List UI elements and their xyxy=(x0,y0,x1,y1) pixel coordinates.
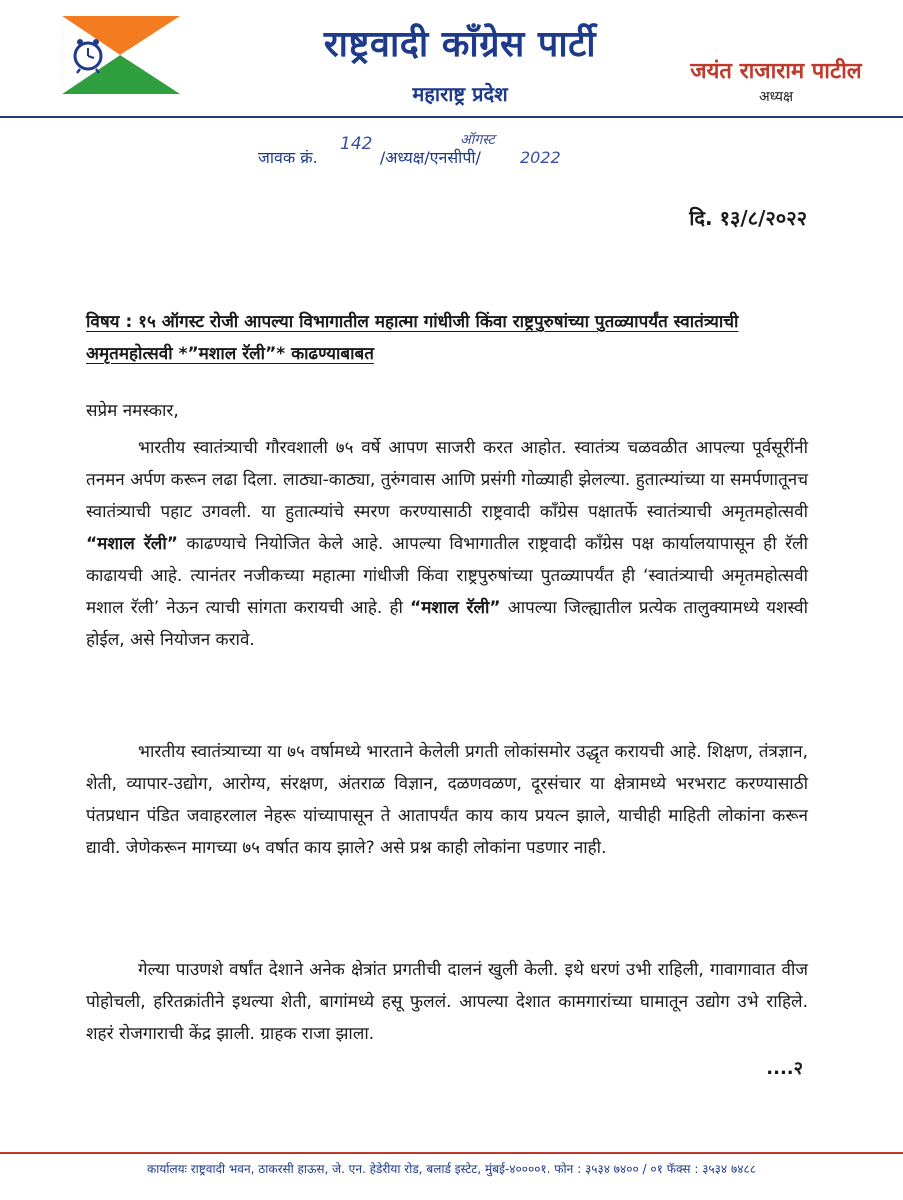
paragraph-1-text-e: आपल्या जिल्ह्यातील प्रत्येक तालुक्यामध्ये यशस्वी होईल, असे नियोजन करावे. xyxy=(86,598,808,650)
reference-month: ऑगस्ट xyxy=(460,132,495,148)
party-name: राष्ट्रवादी काँग्रेस पार्टी xyxy=(323,24,597,65)
paragraph-2: भारतीय स्वातंत्र्याच्या या ७५ वर्षामध्ये भारताने केलेली प्रगती लोकांसमोर उद्धृत करायची आहे. शिक्षण, तंत्रज्ञान, शेती, व्यापार-उद्योग, आरोग्य, संरक्षण, अंतराळ विज्ञान, दळणवळण, दूरसंचार या क्षेत्रामध्ये भरभराट करण्यासाठी पंतप्रधान पंडित जवाहरलाल नेहरू यांच्यापासून ते आतापर्यंत काय काय प्रयत्न झाले, याचीही माहिती लोकांना करून द्यावी. जेणेकरून मागच्या ७५ वर्षात काय झाले? असे प्रश्न काही लोकांना पडणार नाही. xyxy=(86,742,808,858)
salutation: सप्रेम नमस्कार, xyxy=(86,401,179,421)
reference-middle: /अध्यक्ष/एनसीपी/ xyxy=(379,148,481,167)
paragraph-3: गेल्या पाउणशे वर्षांत देशाने अनेक क्षेत्रांत प्रगतीची दालनं खुली केली. इथे धरणं उभी राहिली, गावागावात वीज पोहोचली, हरितक्रांतीने इथल्या शेती, बागांमध्ये हसू फुललं. आपल्या देशात कामगारांच्या घामातून उद्योग उभे राहिले. शहरं रोजगाराची केंद्र झाली. ग्राहक राजा झाला. xyxy=(86,960,808,1044)
paragraph-1-emphasis-2: “मशाल रॅली” xyxy=(410,598,501,618)
letter-date: दि. १३/८/२०२२ xyxy=(689,206,807,230)
paragraph-1 xyxy=(86,432,808,656)
page-continue-marker: ....२ xyxy=(766,1058,803,1079)
reference-label: जावक क्रं. xyxy=(258,148,318,167)
president-name: जयंत राजाराम पाटील xyxy=(690,59,862,84)
region-name: महाराष्ट्र प्रदेश xyxy=(412,82,508,106)
paragraph-1-emphasis-1: “मशाल रॅली” xyxy=(86,534,178,554)
president-title: अध्यक्ष xyxy=(758,89,794,105)
subject-line: विषय : १५ ऑगस्ट रोजी आपल्या विभागातील महात्मा गांधीजी किंवा राष्ट्रपुरुषांच्या पुतळ्यापर्यंत स्वातंत्र्याची अमृतमहोत्सवी *”मशाल रॅली”* काढण्याबाबत xyxy=(86,312,739,364)
footer-address: कार्यालयः राष्ट्रवादी भवन, ठाकरसी हाऊस, जे. एन. हेडेरीया रोड, बलार्ड इस्टेट, मुंबई-४००००१. फोन : ३५३४ ७४०० / ०१ फॅक्स : ३५३४ ७४८८ xyxy=(147,1162,756,1176)
footer-divider xyxy=(0,1152,903,1154)
reference-number: 142 xyxy=(340,134,373,154)
paragraph-1-text-c: काढण्याचे नियोजित केले आहे. आपल्या विभागातील राष्ट्रवादी काँग्रेस पक्ष कार्यालयापासून ही रॅली काढायची आहे. त्यानंतर नजीकच्या महात्मा गांधीजी किंवा राष्ट्रपुरुषांच्या पुतळ्यापर्यंत ही ‘स्वातंत्र्याची अमृतमहोत्सवी मशाल रॅली’ नेऊन त्याची सांगता करायची आहे. ही xyxy=(86,534,808,618)
paragraph-1-text-a: भारतीय स्वातंत्र्याची गौरवशाली ७५ वर्षे आपण साजरी करत आहोत. स्वातंत्र्य चळवळीत आपल्या पूर्वसूरींनी तनमन अर्पण करून लढा दिला. लाठ्या-काठ्या, तुरुंगवास आणि प्रसंगी गोळ्याही झेलल्या. हुतात्म्यांच्या या समर्पणातूनच स्वातंत्र्याची पहाट उगवली. या हुतात्म्यांचे स्मरण करण्यासाठी राष्ट्रवादी काँग्रेस पक्षातर्फे स्वातंत्र्याची अमृतमहोत्सवी xyxy=(86,438,808,522)
header-divider xyxy=(0,116,903,118)
party-logo-icon xyxy=(62,16,180,94)
reference-year: 2022 xyxy=(520,148,561,167)
